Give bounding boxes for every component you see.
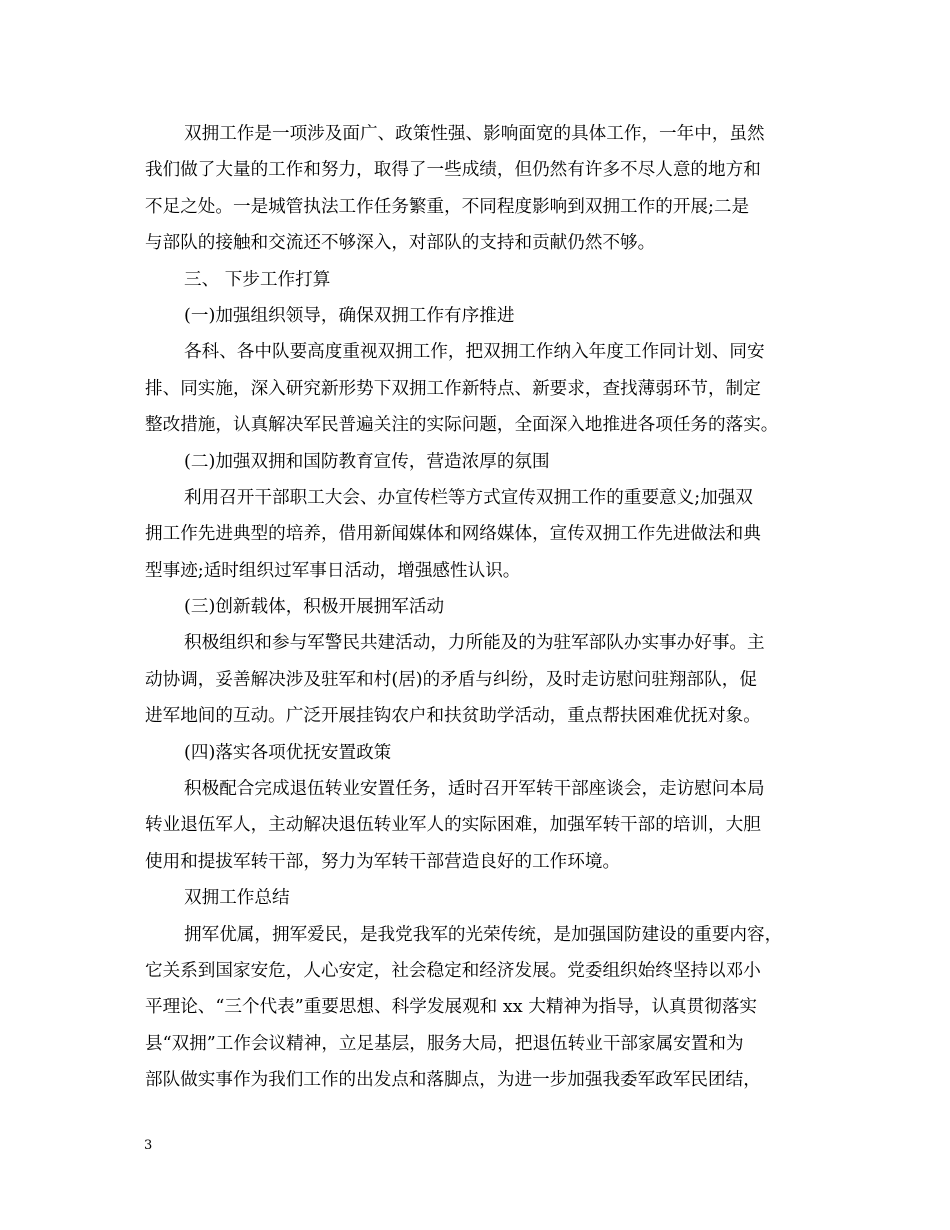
text-line: 积极组织和参与军警民共建活动，力所能及的为驻军部队办实事办好事。主 [184, 633, 765, 654]
text-line: (三)创新载体，积极开展拥军活动 [184, 597, 445, 618]
text-line: (一)加强组织领导，确保双拥工作有序推进 [184, 305, 515, 326]
text-line: 双拥工作是一项涉及面广、政策性强、影响面宽的具体工作，一年中，虽然 [184, 124, 765, 144]
text-line: 整改措施，认真解决军民普遍关注的实际问题，全面深入地推进各项任务的落实。 [145, 415, 779, 436]
page-number: 3 [144, 1138, 153, 1153]
text-line: 它关系到国家安危，人心安定，社会稳定和经济发展。党委组织始终坚持以邓小 [145, 960, 761, 981]
document-body [145, 116, 815, 1099]
text-line: 型事迹;适时组织过军事日活动，增强感性认识。 [145, 560, 521, 581]
text-line: 转业退伍军人，主动解决退伍转业军人的实际困难，加强军转干部的培训，大胆 [145, 815, 761, 836]
text-line: 进军地间的互动。广泛开展挂钩农户和扶贫助学活动，重点帮扶困难优抚对象。 [145, 706, 761, 727]
text-line: 我们做了大量的工作和努力，取得了一些成绩，但仍然有许多不尽人意的地方和 [145, 160, 761, 181]
text-line: 三、 下步工作打算 [184, 269, 331, 290]
text-line: 县“双拥”工作会议精神，立足基层，服务大局，把退伍转业干部家属安置和为 [145, 1033, 744, 1054]
text-line: 拥工作先进典型的培养，借用新闻媒体和网络媒体，宣传双拥工作先进做法和典 [145, 524, 761, 545]
text-line: 动协调，妥善解决涉及驻军和村(居)的矛盾与纠纷，及时走访慰问驻翔部队，促 [145, 669, 757, 690]
text-line: 不足之处。一是城管执法工作任务繁重，不同程度影响到双拥工作的开展;二是 [145, 196, 750, 217]
text-line: 利用召开干部职工大会、办宣传栏等方式宣传双拥工作的重要意义;加强双 [184, 487, 753, 508]
text-line: 平理论、“三个代表”重要思想、科学发展观和 xx 大精神为指导，认真贯彻落实 [145, 997, 758, 1018]
text-line: 使用和提拔军转干部，努力为军转干部营造良好的工作环境。 [145, 851, 621, 872]
text-line: (二)加强双拥和国防教育宣传，营造浓厚的氛围 [184, 451, 550, 472]
text-line: 部队做实事作为我们工作的出发点和落脚点，为进一步加强我委军政军民团结， [145, 1070, 761, 1091]
text-line: 积极配合完成退伍转业安置任务，适时召开军转干部座谈会，走访慰问本局 [184, 779, 765, 800]
text-line: (四)落实各项优抚安置政策 [184, 742, 392, 763]
text-line: 双拥工作总结 [184, 888, 290, 909]
text-line: 各科、各中队要高度重视双拥工作，把双拥工作纳入年度工作同计划、同安 [184, 342, 765, 363]
text-line: 与部队的接触和交流还不够深入，对部队的支持和贡献仍然不够。 [145, 233, 656, 254]
text-line: 拥军优属，拥军爱民，是我党我军的光荣传统，是加强国防建设的重要内容， [184, 924, 783, 945]
text-line: 排、同实施，深入研究新形势下双拥工作新特点、新要求，查找薄弱环节，制定 [145, 378, 761, 399]
